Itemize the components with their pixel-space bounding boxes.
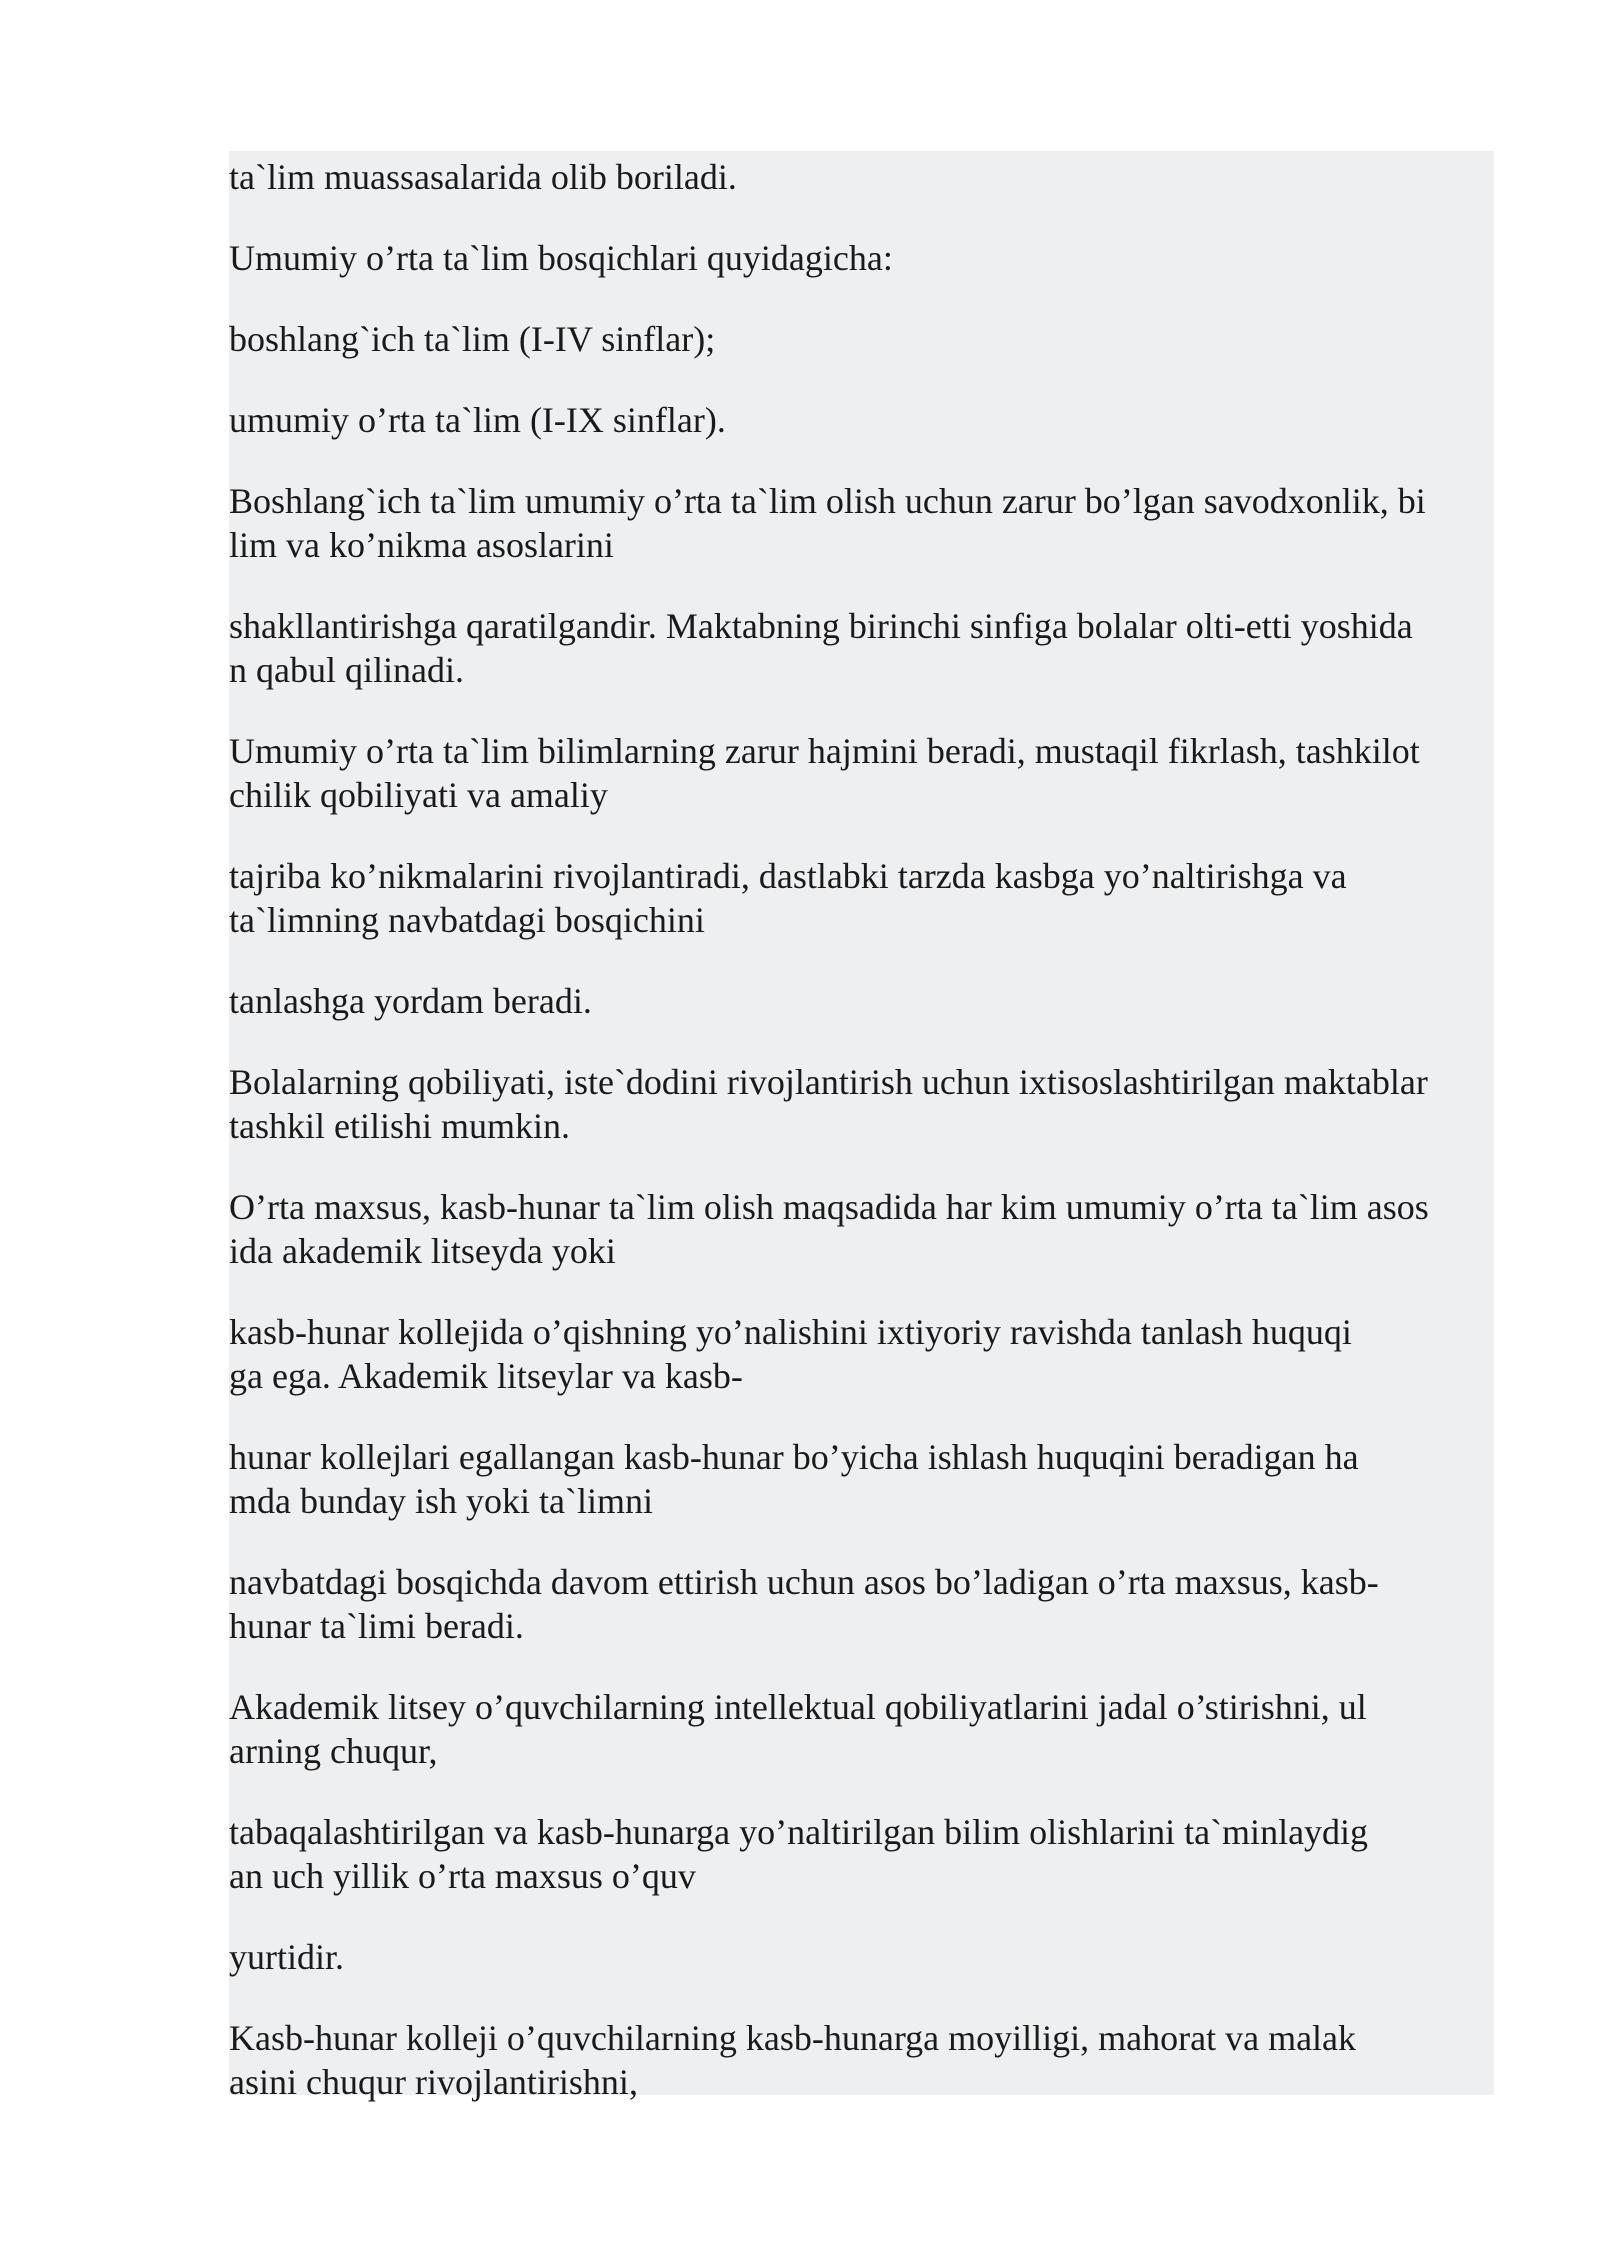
paragraph: [229, 317, 1494, 361]
text-line: ta`limning navbatdagi bosqichini: [229, 900, 705, 940]
text-line: shakllantirishga qaratilgandir. Maktabning birinchi sinfiga bolalar olti-etti yoshida: [229, 606, 1413, 646]
text-line: yurtidir.: [229, 1937, 344, 1977]
paragraph: [229, 1810, 1494, 1898]
text-line: ta`lim muassasalarida olib boriladi.: [229, 157, 737, 197]
text-line: an uch yillik o’rta maxsus o’quv: [229, 1856, 696, 1896]
paragraph: [229, 1435, 1494, 1523]
paragraph: [229, 2016, 1494, 2104]
text-line: umumiy o’rta ta`lim (I-IX sinflar).: [229, 400, 726, 440]
text-line: n qabul qilinadi.: [229, 650, 464, 690]
text-line: arning chuqur,: [229, 1731, 438, 1771]
text-line: mda bunday ish yoki ta`limni: [229, 1481, 653, 1521]
paragraph: [229, 854, 1494, 942]
text-line: Kasb-hunar kolleji o’quvchilarning kasb-hunarga moyilligi, mahorat va malak: [229, 2018, 1357, 2058]
text-line: tanlashga yordam beradi.: [229, 981, 592, 1021]
text-line: tajriba ko’nikmalarini rivojlantiradi, dastlabki tarzda kasbga yo’naltirishga va: [229, 856, 1347, 896]
paragraph: [229, 604, 1494, 692]
paragraph: [229, 1685, 1494, 1773]
text-line: hunar kollejlari egallangan kasb-hunar bo’yicha ishlash huquqini beradigan ha: [229, 1437, 1359, 1477]
text-line: tashkil etilishi mumkin.: [229, 1106, 570, 1146]
text-line: Akademik litsey o’quvchilarning intellektual qobiliyatlarini jadal o’stirishni, ul: [229, 1687, 1367, 1727]
text-line: ida akademik litseyda yoki: [229, 1231, 616, 1271]
text-line: tabaqalashtirilgan va kasb-hunarga yo’naltirilgan bilim olishlarini ta`minlaydig: [229, 1812, 1369, 1852]
paragraph: [229, 729, 1494, 817]
text-line: lim va ko’nikma asoslarini: [229, 525, 614, 565]
text-line: Umumiy o’rta ta`lim bosqichlari quyidagicha:: [229, 238, 893, 278]
text-line: hunar ta`limi beradi.: [229, 1606, 524, 1646]
paragraph: [229, 1185, 1494, 1273]
paragraph: [229, 155, 1494, 199]
paragraph: [229, 1560, 1494, 1648]
paragraph: [229, 1060, 1494, 1148]
text-body: [229, 151, 1494, 2102]
text-line: ga ega. Akademik litseylar va kasb-: [229, 1356, 743, 1396]
paragraph: [229, 979, 1494, 1023]
paragraph: [229, 1310, 1494, 1398]
text-line: boshlang`ich ta`lim (I-IV sinflar);: [229, 319, 716, 359]
paragraph: [229, 236, 1494, 280]
text-line: Umumiy o’rta ta`lim bilimlarning zarur hajmini beradi, mustaqil fikrlash, tashkilot: [229, 731, 1420, 771]
paragraph: [229, 479, 1494, 567]
text-line: Boshlang`ich ta`lim umumiy o’rta ta`lim olish uchun zarur bo’lgan savodxonlik, bi: [229, 481, 1426, 521]
text-line: navbatdagi bosqichda davom ettirish uchun asos bo’ladigan o’rta maxsus, kasb-: [229, 1562, 1379, 1602]
text-line: chilik qobiliyati va amaliy: [229, 775, 608, 815]
text-line: asini chuqur rivojlantirishni,: [229, 2062, 638, 2102]
paragraph: [229, 398, 1494, 442]
text-line: kasb-hunar kollejida o’qishning yo’nalishini ixtiyoriy ravishda tanlash huquqi: [229, 1312, 1352, 1352]
paragraph: [229, 1935, 1494, 1979]
text-line: O’rta maxsus, kasb-hunar ta`lim olish maqsadida har kim umumiy o’rta ta`lim asos: [229, 1187, 1429, 1227]
text-line: Bolalarning qobiliyati, iste`dodini rivojlantirish uchun ixtisoslashtirilgan maktablar: [229, 1062, 1428, 1102]
